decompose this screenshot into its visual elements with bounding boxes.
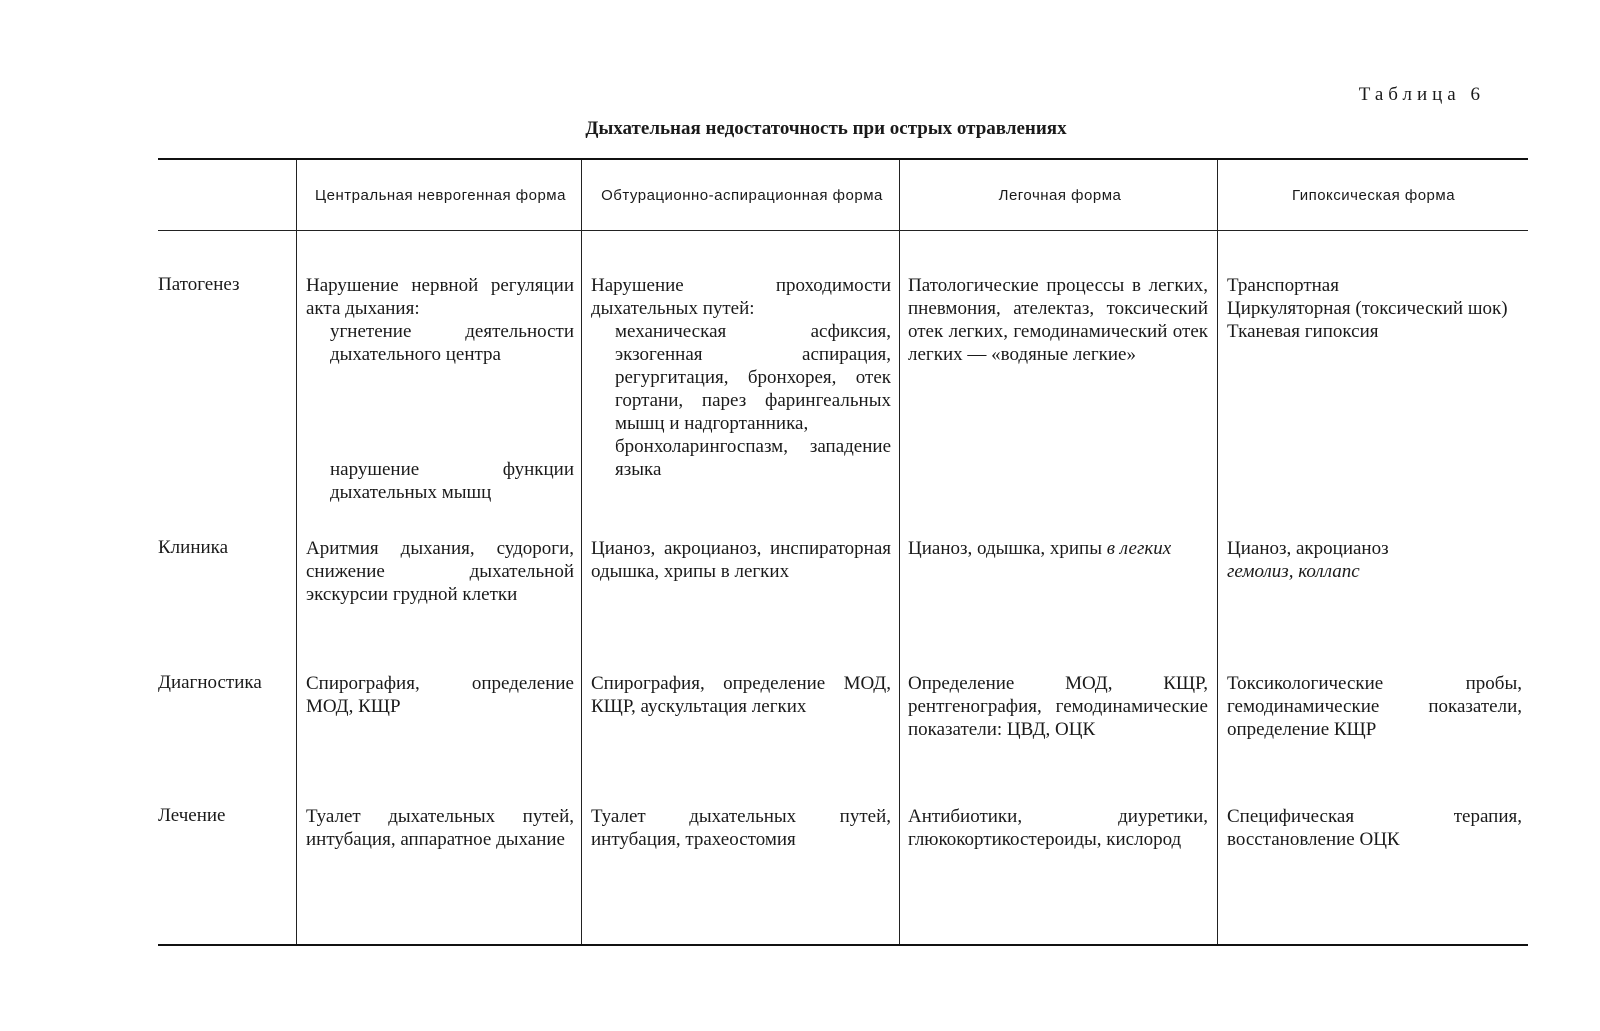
row-label-clinic: Клиника bbox=[158, 537, 229, 558]
cell-text: механическая асфиксия, экзогенная аспирация, регургитация, бронхорея, отек гортани, парез фарингеальных мышц и надгортанника, bbox=[615, 321, 891, 434]
cell-text: Нарушение нервной регуляции акта дыхания: bbox=[306, 275, 574, 319]
column-header-hypoxic: Гипоксическая форма bbox=[1291, 186, 1456, 204]
cell-pathogenesis-pulmonary: Патологические процессы в легких, пневмония, ателектаз, токсический отек легких, гемодинамический отек легких — «водяные легкие» bbox=[908, 275, 1208, 365]
row-label-pathogenesis: Патогенез bbox=[158, 274, 240, 295]
respiratory-failure-table bbox=[158, 158, 1528, 946]
cell-text: нарушение функции дыхательных мышц bbox=[330, 459, 574, 503]
cell-gap bbox=[306, 412, 574, 458]
cell-pathogenesis-hypoxic bbox=[1227, 274, 1522, 343]
cell-diagnostics-obturation: Спирография, определение МОД, КЩР, аускультация легких bbox=[591, 673, 891, 717]
cell-diagnostics-hypoxic: Токсикологические пробы, гемодинамические показатели, определение КЩР bbox=[1227, 673, 1522, 740]
cell-text: угнетение деятельности дыхательного центра bbox=[330, 321, 574, 365]
cell-text-italic: гемолиз, коллапс bbox=[1227, 561, 1360, 582]
cell-gap bbox=[306, 366, 574, 412]
cell-text: Нарушение проходимости дыхательных путей: bbox=[591, 275, 891, 319]
cell-clinic-obturation: Цианоз, акроцианоз, инспираторная одышка, хрипы в легких bbox=[591, 538, 891, 582]
cell-diagnostics-pulmonary: Определение МОД, КЩР, рентгенография, гемодинамические показатели: ЦВД, ОЦК bbox=[908, 673, 1208, 740]
column-divider bbox=[581, 160, 582, 944]
cell-text: Цианоз, акроцианоз bbox=[1227, 538, 1389, 559]
row-label-diagnostics: Диагностика bbox=[158, 672, 262, 693]
cell-text: Тканевая гипоксия bbox=[1227, 321, 1379, 342]
cell-clinic-central: Аритмия дыхания, судороги, снижение дыхательной экскурсии грудной клетки bbox=[306, 538, 574, 605]
table-header-row bbox=[158, 160, 1528, 231]
cell-diagnostics-central: Спирография, определение МОД, КЩР bbox=[306, 673, 574, 717]
column-header-pulmonary: Легочная форма bbox=[998, 186, 1122, 204]
cell-text: Цианоз, одышка, хрипы bbox=[908, 538, 1102, 559]
row-label-treatment: Лечение bbox=[158, 805, 226, 826]
cell-treatment-hypoxic: Специфическая терапия, восстановление ОЦК bbox=[1227, 806, 1522, 850]
table-number: Таблица 6 bbox=[1358, 84, 1485, 105]
cell-treatment-pulmonary: Антибиотики, диуретики, глюкокортикостероиды, кислород bbox=[908, 806, 1208, 850]
cell-pathogenesis-central bbox=[306, 274, 574, 504]
cell-treatment-obturation: Туалет дыхательных путей, интубация, трахеостомия bbox=[591, 806, 891, 850]
cell-text: Транспортная bbox=[1227, 275, 1339, 296]
column-divider bbox=[1217, 160, 1218, 944]
column-header-central: Центральная неврогенная форма bbox=[315, 186, 566, 204]
cell-treatment-central: Туалет дыхательных путей, интубация, аппаратное дыхание bbox=[306, 806, 574, 850]
cell-text-italic: в легких bbox=[1106, 538, 1172, 559]
table-title: Дыхательная недостаточность при острых отравлениях bbox=[585, 118, 1067, 139]
column-divider bbox=[296, 160, 297, 944]
column-divider bbox=[899, 160, 900, 944]
cell-pathogenesis-obturation bbox=[591, 274, 891, 481]
column-header-obturation: Обтурационно-аспирационная форма bbox=[601, 186, 883, 204]
cell-clinic-pulmonary bbox=[908, 537, 1208, 560]
cell-clinic-hypoxic bbox=[1227, 537, 1522, 583]
cell-text: бронхоларингоспазм, западение языка bbox=[615, 436, 891, 480]
cell-text: Циркуляторная (токсический шок) bbox=[1227, 298, 1508, 319]
